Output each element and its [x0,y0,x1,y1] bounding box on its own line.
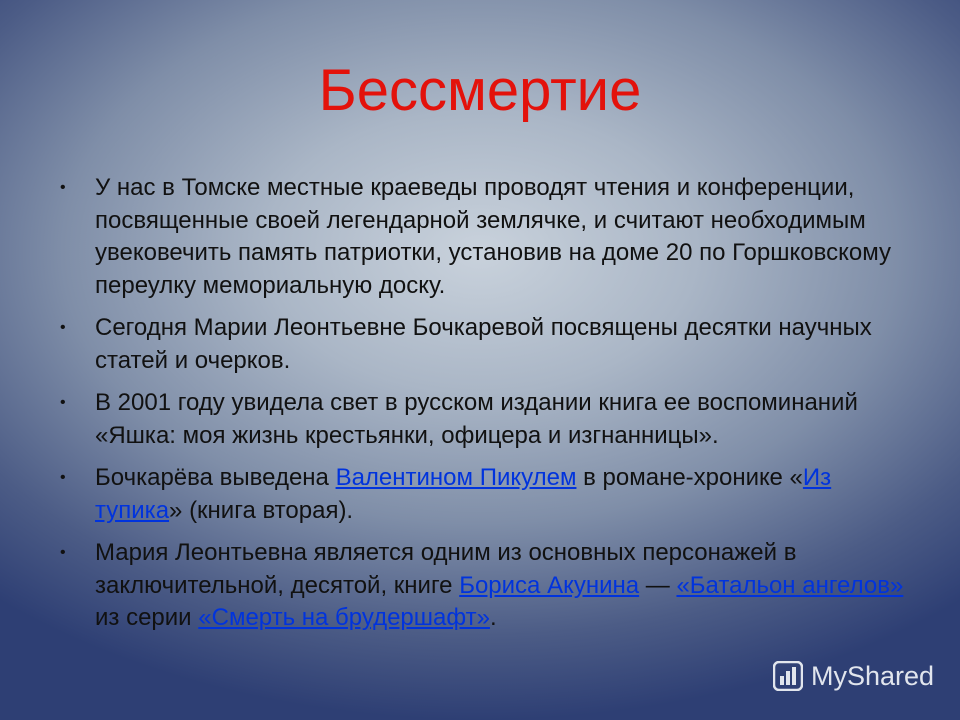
bullet-marker: • [60,394,66,411]
bullet-text: Сегодня Марии Леонтьевне Бочкаревой посвящены десятки научных статей и очерков. [95,314,872,374]
bullet-item [56,462,906,527]
bullet-item [56,537,906,635]
bullet-item [56,172,906,302]
bullet-item [56,387,906,452]
bullet-text: — [639,571,677,599]
bullet-text: в романе-хроникe « [576,464,803,491]
bullet-text: из серии [95,604,199,631]
bullet-text: В 2001 году увидела свет в русском издании книга ее воспоминаний «Яшка: моя жизнь крестьянки, офицера и изгнанницы». [95,389,858,449]
bullet-text: » (книга вторая). [169,496,354,524]
bullet-text: У нас в Томске местные краеведы проводят чтения и конференции, посвященные своей легендарной землячке, и считают необходимым увековечить память патриотки, установив на доме 20 по Горшковскому переулку мемориальную доску. [95,174,891,299]
watermark-text: MyShared [811,660,935,691]
bullet-marker: • [60,319,66,336]
bullet-text: . [489,604,497,631]
slide-title: Бессмертие [318,58,642,123]
bullet-marker: • [60,179,66,196]
bullet-list [56,172,906,645]
link-valentin-pikul[interactable]: Валентином Пикулем [335,464,577,491]
bullet-item [56,312,906,377]
link-iz-tupika[interactable]: Из тупика [95,464,832,524]
bullet-marker: • [60,469,66,486]
bullet-marker: • [60,544,66,561]
link-boris-akunin[interactable]: Бориса Акунина [459,571,640,599]
myshared-logo-icon [773,661,803,691]
link-batalon-angelov[interactable]: «Батальон ангелов» [676,571,904,599]
bullet-text: Мария Леонтьевна является одним из основных персонажей в заключительной, десятой, книге [95,539,797,599]
bullet-text: Бочкарёва выведена [95,464,336,491]
watermark [773,657,934,695]
link-smert-na-bruderschaft[interactable]: «Смерть на брудершафт» [198,604,490,631]
